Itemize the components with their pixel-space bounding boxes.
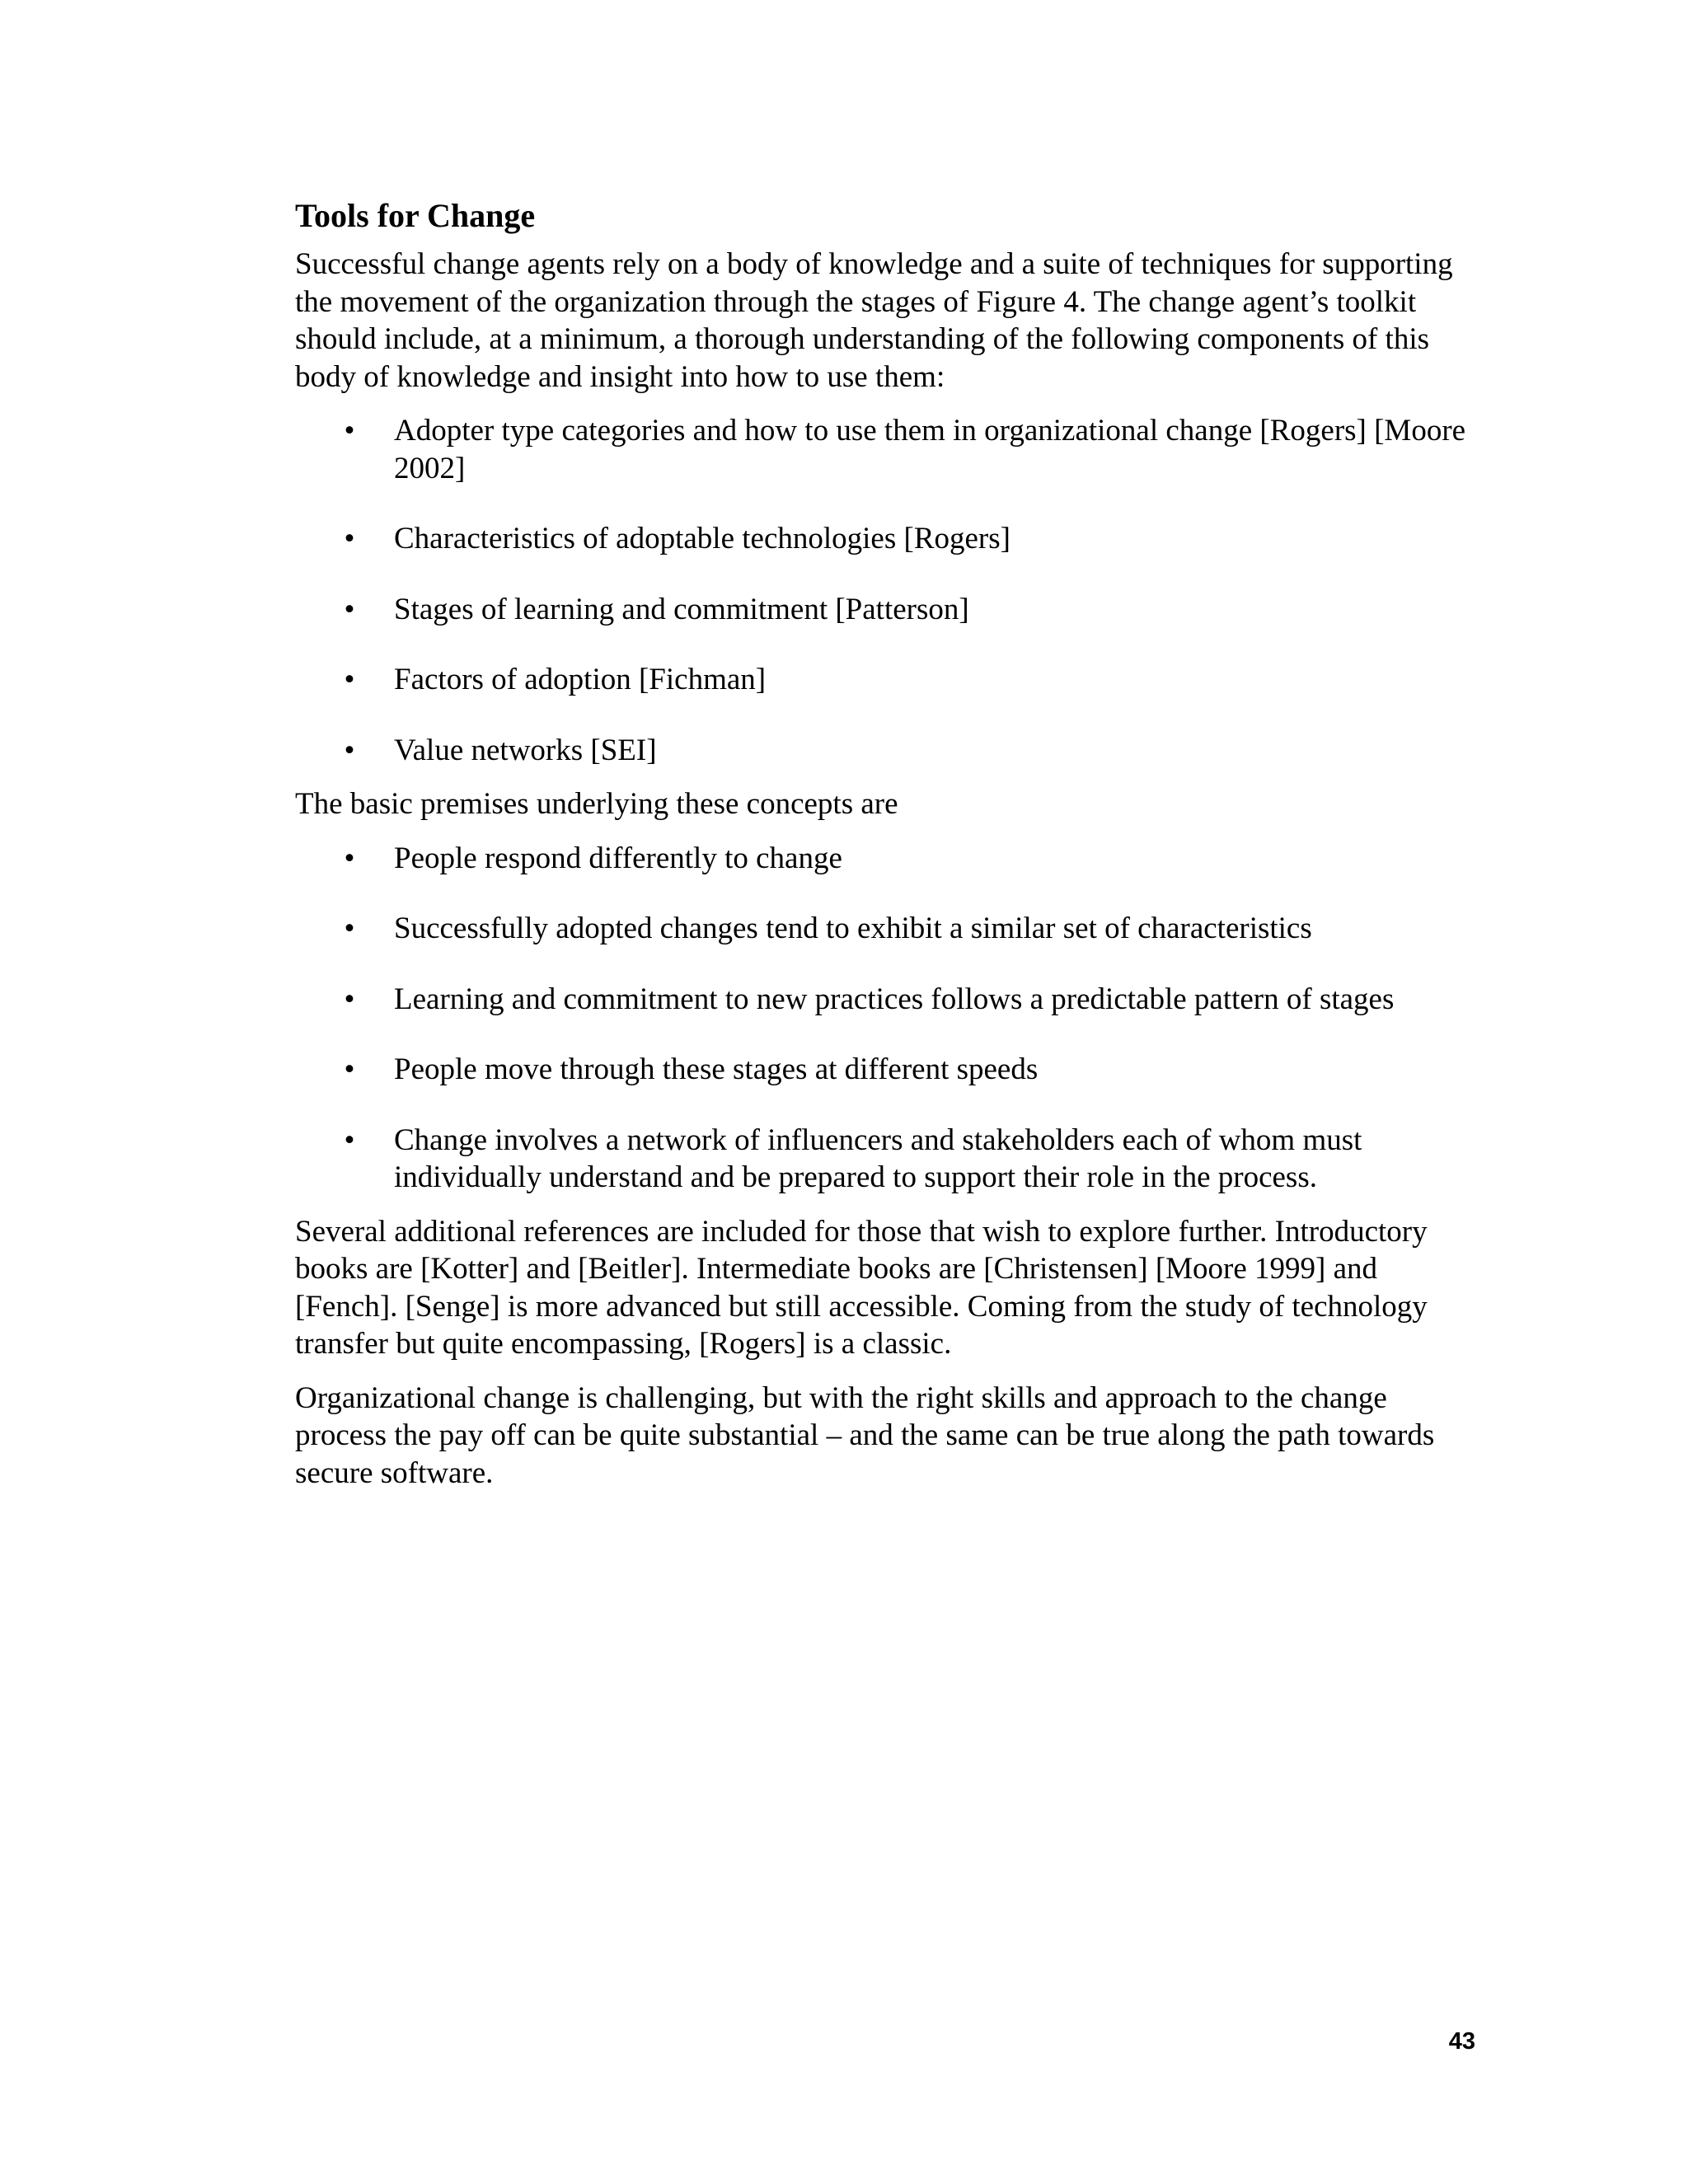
intro-paragraph: Successful change agents rely on a body of knowledge and a suite of techniques for supporting the movement of the organization through the stages of Figure 4. The change agent’s toolkit should include, at a minimum, a thorough understanding of the following components of this body of knowledge and insight into how to use them: (295, 247, 1453, 394)
bullet-icon: • (344, 1122, 355, 1157)
list-item (295, 1051, 1482, 1089)
bullet-icon: • (344, 912, 355, 945)
bullet-icon: • (344, 522, 355, 555)
list-item (295, 1122, 1482, 1197)
closing-paragraph: Organizational change is challenging, but with the right skills and approach to the change process the pay off can be quite substantial – and the same can be true along the path towards secure software. (295, 1380, 1435, 1490)
bullet-icon: • (344, 414, 355, 448)
list-item (295, 981, 1482, 1019)
list-item-text: Change involves a network of influencers and stakeholders each of whom must individually understand and be prepared to support their role in the process. (394, 1122, 1362, 1194)
premises-intro: The basic premises underlying these concepts are (295, 787, 898, 821)
bullet-icon: • (344, 592, 355, 626)
list-item (295, 840, 1482, 878)
list-item-text: People respond differently to change (394, 841, 842, 875)
page-content (295, 196, 1482, 1492)
toolkit-list (295, 412, 1482, 769)
list-item-text: Stages of learning and commitment [Patterson] (394, 592, 969, 626)
bullet-icon: • (344, 663, 355, 696)
list-item-text: Characteristics of adoptable technologies [Rogers] (394, 522, 1010, 555)
bullet-icon: • (344, 982, 355, 1016)
list-item (295, 910, 1482, 948)
bullet-icon: • (344, 1052, 355, 1086)
list-item (295, 591, 1482, 629)
list-item (295, 412, 1482, 487)
bullet-icon: • (344, 733, 355, 767)
bullet-icon: • (344, 841, 355, 875)
list-item-text: Successfully adopted changes tend to exhibit a similar set of characteristics (394, 912, 1312, 945)
references-paragraph: Several additional references are included for those that wish to explore further. Introductory books are [Kotter] and [Beitler]. Intermediate books are [Christensen] [Moore 1999] and [Fench]. [Senge] is more advanced but still accessible. Coming from the study of technology transfer but quite encompassing, [Rogers] is a classic. (295, 1214, 1428, 1361)
list-item-text: People move through these stages at different speeds (394, 1052, 1039, 1086)
list-item-text: Adopter type categories and how to use them in organizational change [Rogers] [Moore 2002] (394, 414, 1466, 485)
section-heading: Tools for Change (295, 197, 536, 234)
list-item (295, 661, 1482, 699)
list-item (295, 732, 1482, 770)
list-item (295, 520, 1482, 558)
page-number: 43 (1448, 2028, 1475, 2055)
list-item-text: Learning and commitment to new practices follows a predictable pattern of stages (394, 982, 1395, 1016)
premises-list (295, 840, 1482, 1197)
list-item-text: Factors of adoption [Fichman] (394, 663, 767, 696)
list-item-text: Value networks [SEI] (394, 733, 657, 767)
